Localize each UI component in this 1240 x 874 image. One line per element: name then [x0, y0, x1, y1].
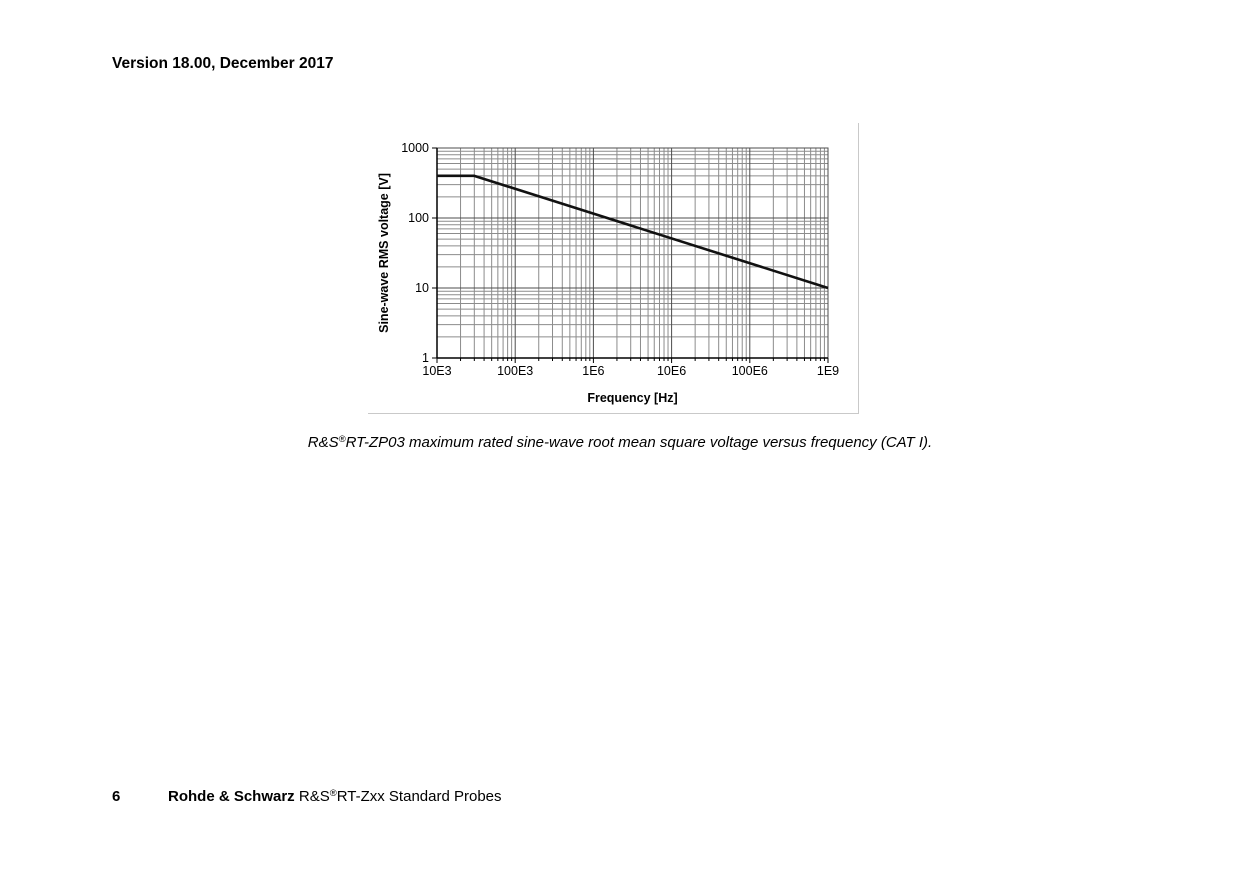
svg-text:100: 100 — [408, 211, 429, 225]
footer-company-name: Rohde & Schwarz — [168, 788, 295, 805]
chart-figure — [368, 123, 859, 414]
registered-trademark-icon: ® — [338, 434, 346, 445]
svg-text:1000: 1000 — [401, 141, 429, 155]
svg-text:10E3: 10E3 — [422, 364, 452, 378]
svg-text:1E9: 1E9 — [816, 364, 840, 378]
footer-page-number: 6 — [112, 788, 121, 805]
footer-text — [168, 788, 502, 805]
svg-text:10E6: 10E6 — [656, 364, 687, 378]
footer-product-prefix: R&S — [298, 788, 330, 805]
caption-text: RT-ZP03 maximum rated sine-wave root mean square voltage versus frequency (CAT I). — [345, 434, 933, 451]
svg-text:100E3: 100E3 — [497, 364, 534, 378]
svg-text:1: 1 — [422, 351, 429, 365]
caption-product-prefix: R&S — [307, 434, 339, 451]
footer-product-rest: RT-Zxx Standard Probes — [336, 788, 502, 805]
svg-text:10: 10 — [415, 281, 429, 295]
svg-text:Sine-wave RMS voltage [V]: Sine-wave RMS voltage [V] — [377, 173, 391, 333]
svg-text:1E6: 1E6 — [582, 364, 605, 378]
svg-text:Frequency [Hz]: Frequency [Hz] — [587, 391, 678, 405]
voltage-frequency-chart — [368, 123, 858, 413]
version-header: Version 18.00, December 2017 — [112, 55, 334, 72]
svg-text:100E6: 100E6 — [731, 364, 768, 378]
figure-caption — [0, 434, 1240, 451]
registered-trademark-icon: ® — [329, 788, 337, 799]
